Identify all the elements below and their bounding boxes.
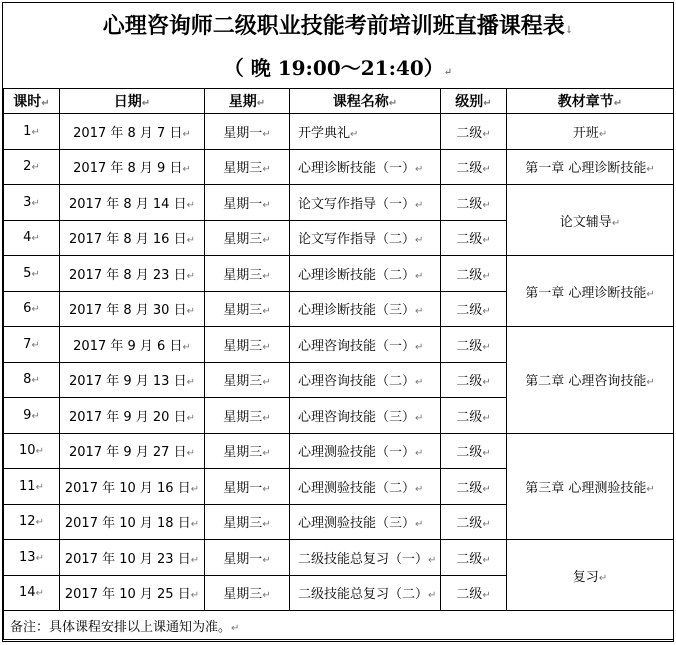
course-cell: 心理诊断技能（三）↵: [290, 291, 441, 327]
course-cell: 心理诊断技能（一）↵: [290, 149, 441, 185]
note-cell: 备注：具体课程安排以上课通知为准。↵: [4, 611, 674, 640]
weekday-cell: 星期一↵: [205, 114, 290, 150]
chapter-cell: 第三章 心理测验技能↵: [507, 433, 674, 540]
level-cell: 二级↵: [441, 504, 507, 540]
weekday-cell: 星期三↵: [205, 291, 290, 327]
chapter-cell: 第一章 心理诊断技能↵: [507, 256, 674, 327]
date-cell: 2017 年 9 月 13 日↵: [60, 362, 205, 398]
date-cell: 2017 年 8 月 14 日↵: [60, 185, 205, 221]
level-cell: 二级↵: [441, 362, 507, 398]
table-row: [4, 433, 674, 469]
level-cell: 二级↵: [441, 220, 507, 256]
lesson-cell: 14↵: [4, 575, 60, 611]
page-title-text: 心理咨询师二级职业技能考前培训班直播课程表: [102, 13, 565, 39]
course-cell: 心理咨询技能（一）↵: [290, 327, 441, 363]
level-cell: 二级↵: [441, 575, 507, 611]
date-cell: 2017 年 10 月 18 日↵: [60, 504, 205, 540]
date-cell: 2017 年 8 月 7 日↵: [60, 114, 205, 150]
course-cell: 心理诊断技能（二）↵: [290, 256, 441, 292]
weekday-cell: 星期三↵: [205, 220, 290, 256]
weekday-cell: 星期三↵: [205, 362, 290, 398]
weekday-cell: 星期三↵: [205, 149, 290, 185]
table-row: [4, 540, 674, 576]
course-cell: 二级技能总复习（二）↵: [290, 575, 441, 611]
course-cell: 开学典礼↵: [290, 114, 441, 150]
date-cell: 2017 年 9 月 6 日↵: [60, 327, 205, 363]
lesson-cell: 12↵: [4, 504, 60, 540]
level-cell: 二级↵: [441, 256, 507, 292]
course-cell: 论文写作指导（一）↵: [290, 185, 441, 221]
table-row: [4, 256, 674, 292]
page-title: 心理咨询师二级职业技能考前培训班直播课程表↓: [102, 13, 574, 39]
course-cell: 论文写作指导（二）↵: [290, 220, 441, 256]
header-level: 级别↵: [441, 89, 507, 114]
table-row: [4, 327, 674, 363]
lesson-cell: 1↵: [4, 114, 60, 150]
date-cell: 2017 年 9 月 20 日↵: [60, 398, 205, 434]
lesson-cell: 9↵: [4, 398, 60, 434]
course-cell: 心理咨询技能（三）↵: [290, 398, 441, 434]
date-cell: 2017 年 10 月 23 日↵: [60, 540, 205, 576]
weekday-cell: 星期一↵: [205, 540, 290, 576]
lesson-cell: 5↵: [4, 256, 60, 292]
weekday-cell: 星期三↵: [205, 575, 290, 611]
table-row: [4, 185, 674, 221]
course-cell: 心理测验技能（一）↵: [290, 433, 441, 469]
date-cell: 2017 年 9 月 27 日↵: [60, 433, 205, 469]
chapter-cell: 第一章 心理诊断技能↵: [507, 149, 674, 185]
table-row: [4, 149, 674, 185]
lesson-cell: 13↵: [4, 540, 60, 576]
lesson-cell: 11↵: [4, 469, 60, 505]
lesson-cell: 8↵: [4, 362, 60, 398]
weekday-cell: 星期三↵: [205, 433, 290, 469]
chapter-cell: 论文辅导↵: [507, 185, 674, 256]
weekday-cell: 星期三↵: [205, 398, 290, 434]
course-cell: 心理测验技能（二）↵: [290, 469, 441, 505]
table-header-row: [4, 89, 674, 114]
level-cell: 二级↵: [441, 433, 507, 469]
level-cell: 二级↵: [441, 185, 507, 221]
chapter-cell: 第二章 心理咨询技能↵: [507, 327, 674, 434]
lesson-cell: 6↵: [4, 291, 60, 327]
course-cell: 心理测验技能（三）↵: [290, 504, 441, 540]
level-cell: 二级↵: [441, 114, 507, 150]
level-cell: 二级↵: [441, 291, 507, 327]
lesson-cell: 7↵: [4, 327, 60, 363]
weekday-cell: 星期三↵: [205, 327, 290, 363]
schedule-table: [3, 88, 674, 640]
course-cell: 二级技能总复习（一）↵: [290, 540, 441, 576]
date-cell: 2017 年 8 月 9 日↵: [60, 149, 205, 185]
schedule-sheet: [2, 2, 674, 642]
date-cell: 2017 年 8 月 16 日↵: [60, 220, 205, 256]
header-date: 日期↵: [60, 89, 205, 114]
lesson-cell: 10↵: [4, 433, 60, 469]
level-cell: 二级↵: [441, 398, 507, 434]
weekday-cell: 星期三↵: [205, 256, 290, 292]
header-weekday: 星期↵: [205, 89, 290, 114]
weekday-cell: 星期一↵: [205, 185, 290, 221]
table-row: [4, 114, 674, 150]
date-cell: 2017 年 10 月 25 日↵: [60, 575, 205, 611]
weekday-cell: 星期三↵: [205, 504, 290, 540]
level-cell: 二级↵: [441, 540, 507, 576]
date-cell: 2017 年 10 月 16 日↵: [60, 469, 205, 505]
header-chapter: 教材章节↵: [507, 89, 674, 114]
level-cell: 二级↵: [441, 469, 507, 505]
page-subtitle: （ 晚 19:00～21:40）↵: [223, 56, 453, 80]
level-cell: 二级↵: [441, 327, 507, 363]
weekday-cell: 星期一↵: [205, 469, 290, 505]
course-cell: 心理咨询技能（二）↵: [290, 362, 441, 398]
header-lesson: 课时↵: [4, 89, 60, 114]
table-body: [4, 114, 674, 640]
page-subtitle-text: （ 晚 19:00～21:40）: [223, 56, 444, 80]
level-cell: 二级↵: [441, 149, 507, 185]
date-cell: 2017 年 8 月 30 日↵: [60, 291, 205, 327]
header-course: 课程名称↵: [290, 89, 441, 114]
chapter-cell: 复习↵: [507, 540, 674, 611]
date-cell: 2017 年 8 月 23 日↵: [60, 256, 205, 292]
lesson-cell: 2↵: [4, 149, 60, 185]
chapter-cell: 开班↵: [507, 114, 674, 150]
note-row: [4, 611, 674, 640]
lesson-cell: 4↵: [4, 220, 60, 256]
lesson-cell: 3↵: [4, 185, 60, 221]
